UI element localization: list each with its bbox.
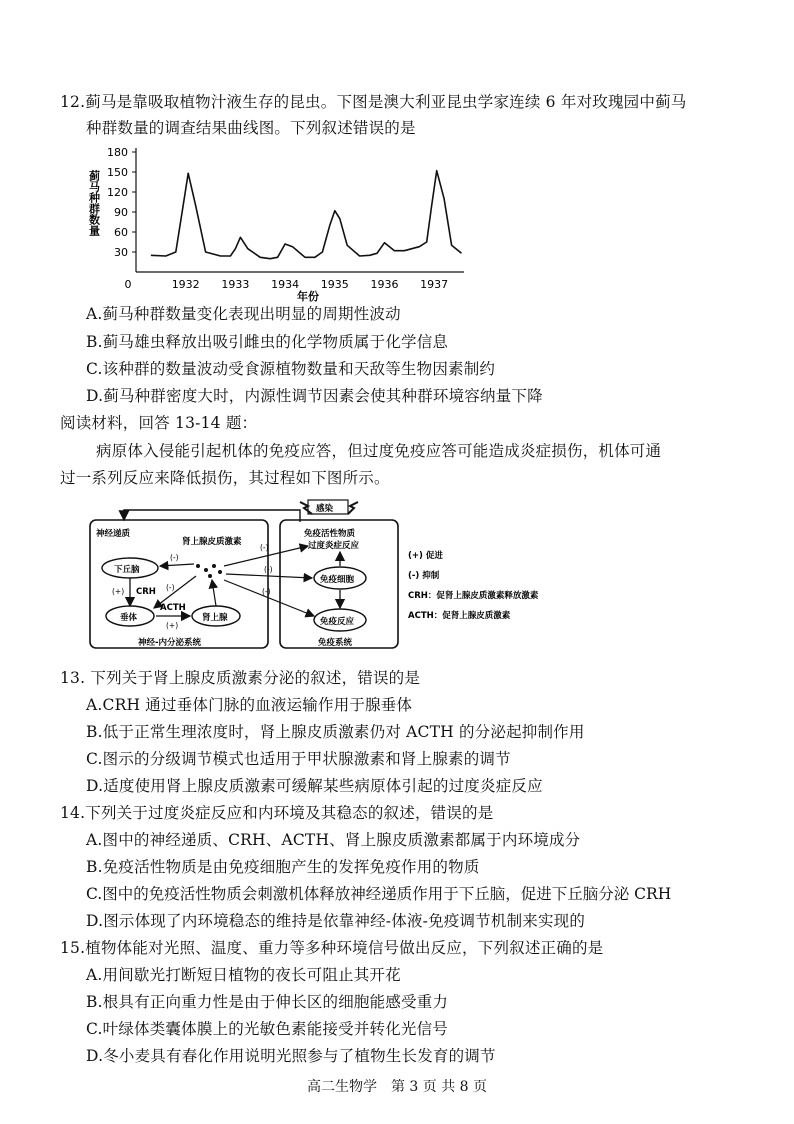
q13-option-b: B.低于正常生理浓度时，肾上腺皮质激素仍对 ACTH 的分泌起抑制作用 <box>86 723 585 741</box>
x-tick-label: 1932 <box>171 278 200 291</box>
crh-plus-label: (+) <box>112 587 125 596</box>
x-tick-label: 0 <box>124 278 132 291</box>
x-tick-label: 1935 <box>320 278 349 291</box>
infection-label: 感染 <box>316 504 334 514</box>
q12-option-b: B.蓟马雄虫释放出吸引雌虫的化学物质属于化学信息 <box>86 333 449 351</box>
x-tick-label: 1937 <box>420 278 449 291</box>
legend-crh: CRH：促肾上腺皮质激素释放激素 <box>408 591 539 601</box>
q12-option-d: D.蓟马种群密度大时，内源性调节因素会使其种群环境容纳量下降 <box>86 387 543 405</box>
chart-series <box>151 171 462 259</box>
neurotransmitter-label: 神经递质 <box>96 529 131 539</box>
immune-response-label: 免疫反应 <box>320 617 355 627</box>
q15-stem: 15.植物体能对光照、温度、重力等多种环境信号做出反应，下列叙述正确的是 <box>60 939 604 957</box>
q13-stem: 13. 下列关于肾上腺皮质激素分泌的叙述，错误的是 <box>60 669 421 687</box>
corticosteroid-label: 肾上腺皮质激素 <box>182 537 242 547</box>
minus-inflammation: (-) <box>260 543 269 552</box>
arrow-dots-to-hypothalamus <box>160 564 194 566</box>
lightning-icon-right <box>348 502 358 514</box>
q12-stem-line1: 12.蓟马是靠吸取植物汁液生存的昆虫。下图是澳大利亚昆虫学家连续 6 年对玫瑰园中蓟马 <box>60 93 687 111</box>
arrow-dots-to-cells <box>226 574 312 578</box>
minus-response: (-) <box>262 587 271 596</box>
y-tick-label: 90 <box>114 206 128 219</box>
arrow-dots-to-response <box>224 580 314 616</box>
pituitary-label: 垂体 <box>120 613 138 623</box>
hormone-dots <box>196 564 222 578</box>
minus-pituitary: (-) <box>166 583 175 592</box>
arrow-adrenal-to-dots <box>212 580 216 606</box>
q14-option-c: C.图中的免疫活性物质会刺激机体释放神经递质作用于下丘脑，促进下丘脑分泌 CRH <box>86 885 672 903</box>
y-tick-label: 60 <box>114 226 128 239</box>
minus-cells: (-) <box>264 565 273 574</box>
q15-option-b: B.根具有正向重力性是由于伸长区的细胞能感受重力 <box>86 993 449 1011</box>
q14-option-d: D.图示体现了内环境稳态的维持是依靠神经-体液-免疫调节机制来实现的 <box>86 912 586 930</box>
y-tick-label: 150 <box>107 166 128 179</box>
acth-label: ACTH <box>160 603 186 613</box>
reading-para-line1: 病原体入侵能引起机体的免疫应答，但过度免疫应答可能造成炎症损伤，机体可通 <box>96 442 662 460</box>
reading-para-line2: 过一系列反应来降低损伤，其过程如下图所示。 <box>60 469 390 487</box>
legend-plus: (+) 促进 <box>408 551 443 561</box>
acth-plus-label: (+) <box>166 621 179 630</box>
chart-ylabel: 蓟马种群数量 <box>87 170 101 236</box>
q15-option-c: C.叶绿体类囊体膜上的光敏色素能接受并转化光信号 <box>86 1020 449 1038</box>
minus-hypothalamus: (-) <box>170 553 179 562</box>
q13-option-c: C.图示的分级调节模式也适用于甲状腺激素和肾上腺素的调节 <box>86 750 511 768</box>
immune-system-label: 免疫系统 <box>318 638 353 648</box>
q12-option-a: A.蓟马种群数量变化表现出明显的周期性波动 <box>86 305 401 323</box>
q13-option-d: D.适度使用肾上腺皮质激素可缓解某些病原体引起的过度炎症反应 <box>86 777 543 795</box>
chart-ticks <box>107 146 448 291</box>
immune-active-label: 免疫活性物质 <box>304 529 356 539</box>
thrips-population-chart <box>84 140 474 305</box>
legend-minus: (-) 抑制 <box>408 571 440 581</box>
crh-label: CRH <box>136 587 156 597</box>
q14-option-b: B.免疫活性物质是由免疫细胞产生的发挥免疫作用的物质 <box>86 858 480 876</box>
overinflammation-label: 过度炎症反应 <box>308 541 360 551</box>
hypothalamus-label: 下丘脑 <box>114 565 140 575</box>
q15-option-d: D.冬小麦具有春化作用说明光照参与了植物生长发育的调节 <box>86 1047 496 1065</box>
reading-intro: 阅读材料，回答 13-14 题： <box>60 414 258 432</box>
y-tick-label: 180 <box>107 146 128 159</box>
immune-regulation-diagram <box>86 496 586 656</box>
adrenal-label: 肾上腺 <box>202 613 228 623</box>
legend-acth: ACTH：促肾上腺皮质激素 <box>408 611 511 621</box>
page-footer: 高二生物学 第 3 页 共 8 页 <box>306 1079 488 1095</box>
neuro-endocrine-label: 神经-内分泌系统 <box>138 638 202 648</box>
q13-option-a: A.CRH 通过垂体门脉的血液运输作用于腺垂体 <box>86 696 413 714</box>
series-line-0 <box>151 171 462 259</box>
chart-xlabel: 年份 <box>297 290 319 303</box>
x-tick-label: 1934 <box>271 278 300 291</box>
q14-option-a: A.图中的神经递质、CRH、ACTH、肾上腺皮质激素都属于内环境成分 <box>86 831 581 849</box>
x-tick-label: 1933 <box>221 278 250 291</box>
y-tick-label: 30 <box>114 246 128 259</box>
q15-option-a: A.用间歇光打断短日植物的夜长可阻止其开花 <box>86 966 401 984</box>
immune-cells-label: 免疫细胞 <box>320 575 355 585</box>
x-tick-label: 1936 <box>370 278 399 291</box>
q12-stem-line2: 种群数量的调查结果曲线图。下列叙述错误的是 <box>86 119 416 137</box>
y-tick-label: 120 <box>107 186 128 199</box>
q14-stem: 14.下列关于过度炎症反应和内环境及其稳态的叙述，错误的是 <box>60 804 494 822</box>
q12-option-c: C.该种群的数量波动受食源植物数量和天敌等生物因素制约 <box>86 360 496 378</box>
